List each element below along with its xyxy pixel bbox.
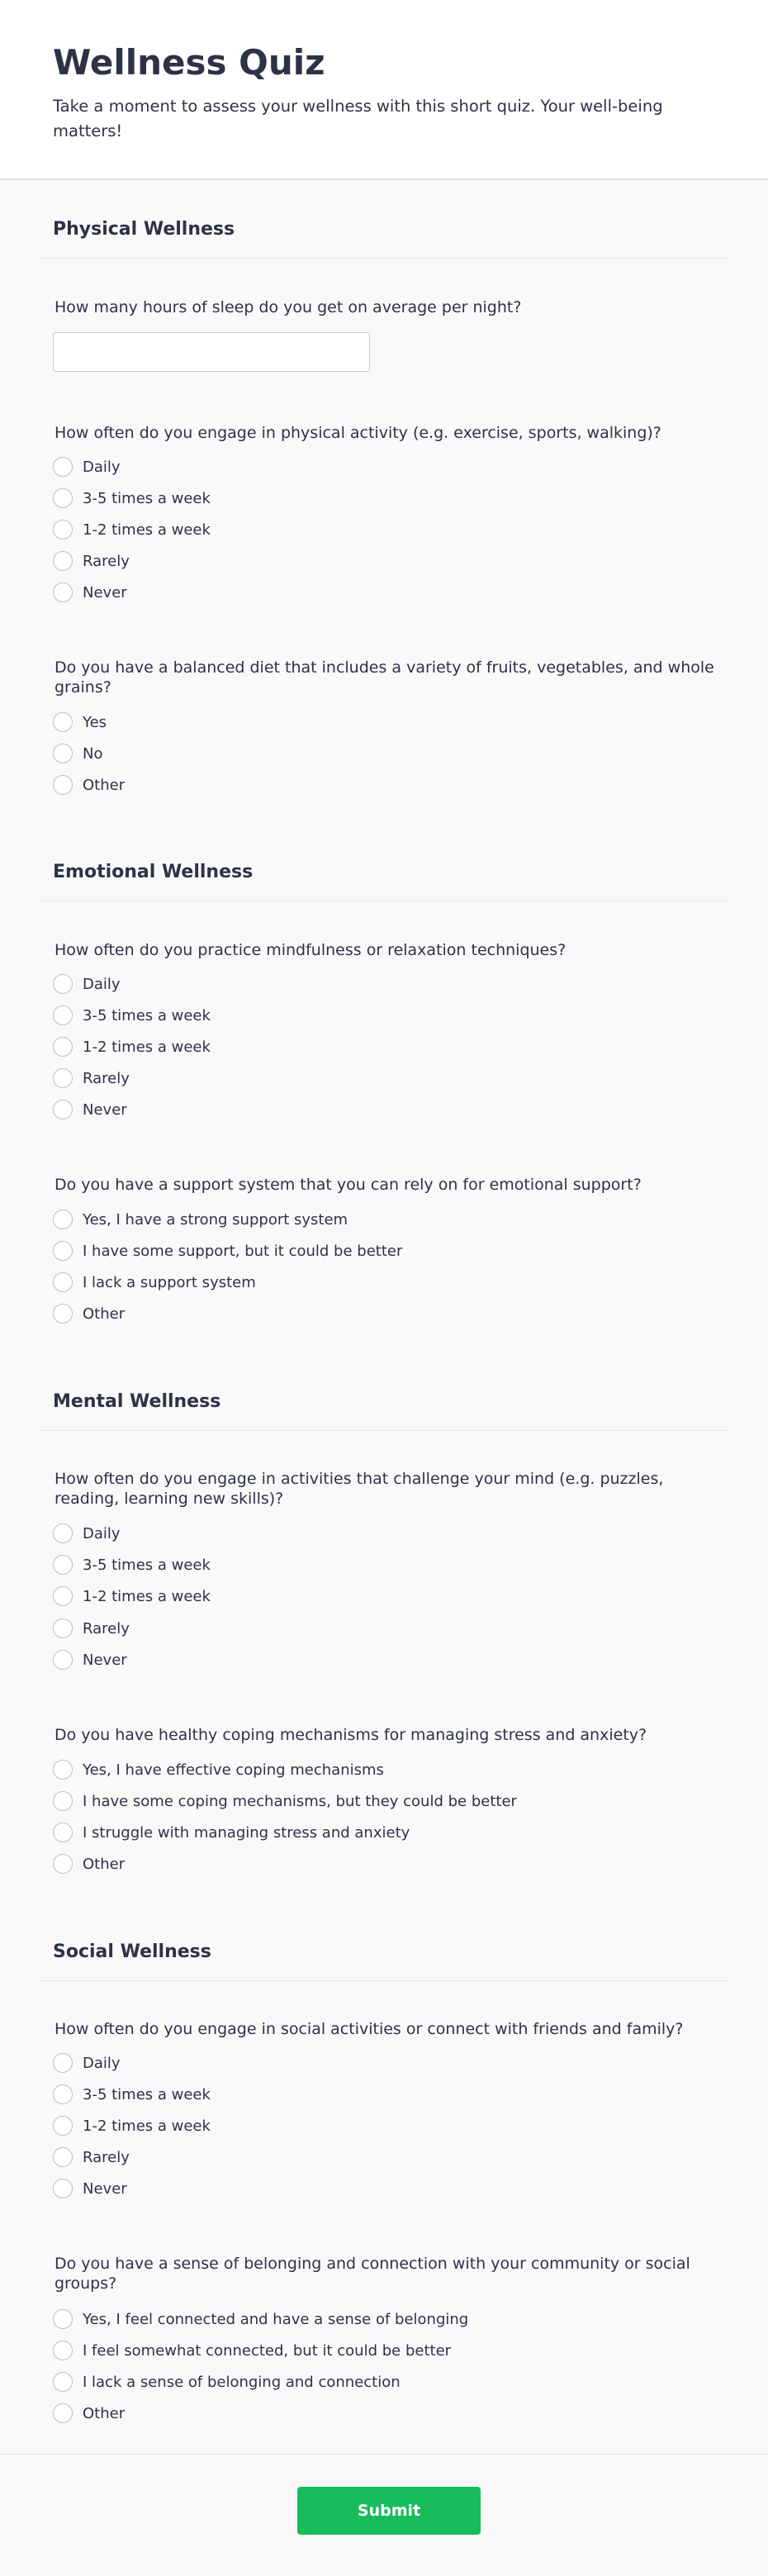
page-description: Take a moment to assess your wellness with this short quiz. Your well-being matters! [53,97,663,140]
option-support-lack[interactable] [53,1271,256,1294]
option-mind-daily[interactable] [53,1522,121,1545]
question-balanced-diet: Do you have a balanced diet that includes a variety of fruits, vegetables, and whole grains? [55,658,714,696]
option-label: Other [83,1305,126,1323]
page-title: Wellness Quiz [53,42,325,83]
form-header [0,0,768,180]
question-mindfulness: How often do you practice mindfulness or relaxation techniques? [55,941,567,959]
option-mind-1-2[interactable] [53,1585,211,1608]
option-social-rarely[interactable] [53,2146,130,2169]
radio-button[interactable] [53,1586,73,1606]
option-coping-some[interactable] [53,1789,517,1813]
option-physical-rarely[interactable] [53,549,130,573]
radio-button[interactable] [53,1068,73,1088]
radio-button[interactable] [53,488,73,508]
option-mind-rarely[interactable] [53,1617,130,1640]
radio-button[interactable] [53,2053,73,2073]
option-mindfulness-rarely[interactable] [53,1067,130,1090]
radio-button[interactable] [53,1523,73,1543]
option-label: I have some coping mechanisms, but they could be better [83,1792,517,1810]
option-social-1-2[interactable] [53,2114,211,2137]
option-label: Never [83,1100,127,1119]
radio-button[interactable] [53,2084,73,2104]
radio-button[interactable] [53,744,73,763]
option-label: Daily [83,975,121,993]
option-label: Never [83,1651,127,1669]
section-title-mental: Mental Wellness [53,1391,221,1412]
option-social-daily[interactable] [53,2051,121,2075]
radio-button[interactable] [53,1555,73,1575]
radio-button[interactable] [53,1037,73,1057]
radio-button[interactable] [53,2116,73,2136]
section-title-social: Social Wellness [53,1942,211,1962]
section-title-emotional: Emotional Wellness [53,862,254,882]
option-label: Rarely [83,2148,130,2166]
radio-button[interactable] [53,974,73,994]
radio-button[interactable] [53,1823,73,1842]
option-label: Rarely [83,552,130,570]
option-label: I lack a support system [83,1273,256,1291]
radio-button[interactable] [53,775,73,795]
option-support-strong[interactable] [53,1208,348,1231]
radio-button[interactable] [53,1210,73,1229]
option-label: Never [83,583,127,601]
option-coping-other[interactable] [53,1852,125,1875]
radio-button[interactable] [53,1650,73,1670]
radio-button[interactable] [53,1304,73,1324]
option-belonging-lack[interactable] [53,2370,401,2393]
radio-button[interactable] [53,712,73,732]
question-physical-activity: How often do you engage in physical activity (e.g. exercise, sports, walking)? [55,424,661,442]
option-physical-never[interactable] [53,581,127,604]
radio-button[interactable] [53,1854,73,1874]
option-label: 3-5 times a week [83,489,211,507]
option-belonging-other[interactable] [53,2402,125,2425]
option-label: 1-2 times a week [83,2117,211,2135]
option-label: Yes, I feel connected and have a sense of belonging [83,2310,469,2328]
radio-button[interactable] [53,1760,73,1780]
option-physical-1-2[interactable] [53,518,211,541]
option-mind-3-5[interactable] [53,1553,211,1576]
radio-button[interactable] [53,1100,73,1119]
option-label: 1-2 times a week [83,1587,211,1605]
option-social-3-5[interactable] [53,2083,211,2106]
question-social-activities: How often do you engage in social activities or connect with friends and family? [55,2020,684,2038]
question-sleep-hours: How many hours of sleep do you get on average per night? [55,298,522,316]
radio-button[interactable] [53,1005,73,1025]
option-label: I have some support, but it could be better [83,1242,403,1260]
option-label: Other [83,2404,126,2422]
question-coping: Do you have healthy coping mechanisms for managing stress and anxiety? [55,1726,647,1744]
submit-button[interactable]: Submit [297,2487,481,2535]
section-divider [40,1980,728,1981]
radio-button[interactable] [53,2179,73,2198]
section-title-physical: Physical Wellness [53,219,235,240]
option-label: 1-2 times a week [83,1038,211,1056]
radio-button[interactable] [53,1618,73,1638]
option-mindfulness-1-2[interactable] [53,1035,211,1058]
option-label: Rarely [83,1619,130,1637]
radio-button[interactable] [53,2341,73,2360]
section-divider [40,1430,728,1431]
option-label: 3-5 times a week [83,1556,211,1574]
option-physical-daily[interactable] [53,455,121,478]
option-label: No [83,744,103,763]
radio-button[interactable] [53,457,73,477]
radio-button[interactable] [53,520,73,539]
footer-divider [0,2454,768,2455]
option-belonging-somewhat[interactable] [53,2339,451,2362]
option-physical-3-5[interactable] [53,487,211,510]
option-social-never[interactable] [53,2177,127,2200]
radio-button[interactable] [53,2372,73,2392]
option-label: 1-2 times a week [83,520,211,539]
option-mindfulness-daily[interactable] [53,972,121,996]
option-diet-other[interactable] [53,773,125,796]
radio-button[interactable] [53,1272,73,1292]
option-coping-effective[interactable] [53,1758,384,1781]
option-label: Yes [83,713,107,731]
option-label: Other [83,776,126,794]
option-label: Other [83,1855,126,1873]
question-mind-challenge: How often do you engage in activities that challenge your mind (e.g. puzzles, reading, learning new skills)? [55,1470,664,1508]
option-label: Daily [83,458,121,476]
sleep-hours-input[interactable] [53,332,370,372]
radio-button[interactable] [53,1791,73,1811]
option-label: I feel somewhat connected, but it could be better [83,2341,452,2360]
option-label: Yes, I have a strong support system [83,1210,348,1229]
option-mind-never[interactable] [53,1648,127,1671]
radio-button[interactable] [53,1241,73,1261]
option-label: Daily [83,2054,121,2072]
option-mindfulness-3-5[interactable] [53,1004,211,1027]
radio-button[interactable] [53,2309,73,2329]
option-label: I lack a sense of belonging and connection [83,2373,401,2391]
option-belonging-connected[interactable] [53,2307,468,2331]
question-support-system: Do you have a support system that you can rely on for emotional support? [55,1176,642,1194]
option-label: I struggle with managing stress and anxiety [83,1823,410,1842]
radio-button[interactable] [53,2147,73,2167]
option-support-other[interactable] [53,1302,125,1325]
option-support-some[interactable] [53,1239,402,1262]
option-diet-yes[interactable] [53,711,107,734]
question-belonging: Do you have a sense of belonging and connection with your community or social groups? [55,2255,690,2293]
option-label: 3-5 times a week [83,2085,211,2103]
option-coping-struggle[interactable] [53,1821,410,1844]
option-label: Rarely [83,1069,130,1087]
section-divider [40,258,728,259]
option-label: 3-5 times a week [83,1006,211,1024]
option-label: Never [83,2179,127,2198]
radio-button[interactable] [53,2403,73,2423]
option-label: Yes, I have effective coping mechanisms [83,1761,384,1779]
radio-button[interactable] [53,551,73,571]
radio-button[interactable] [53,582,73,602]
option-diet-no[interactable] [53,742,102,765]
option-mindfulness-never[interactable] [53,1098,127,1121]
option-label: Daily [83,1524,121,1542]
